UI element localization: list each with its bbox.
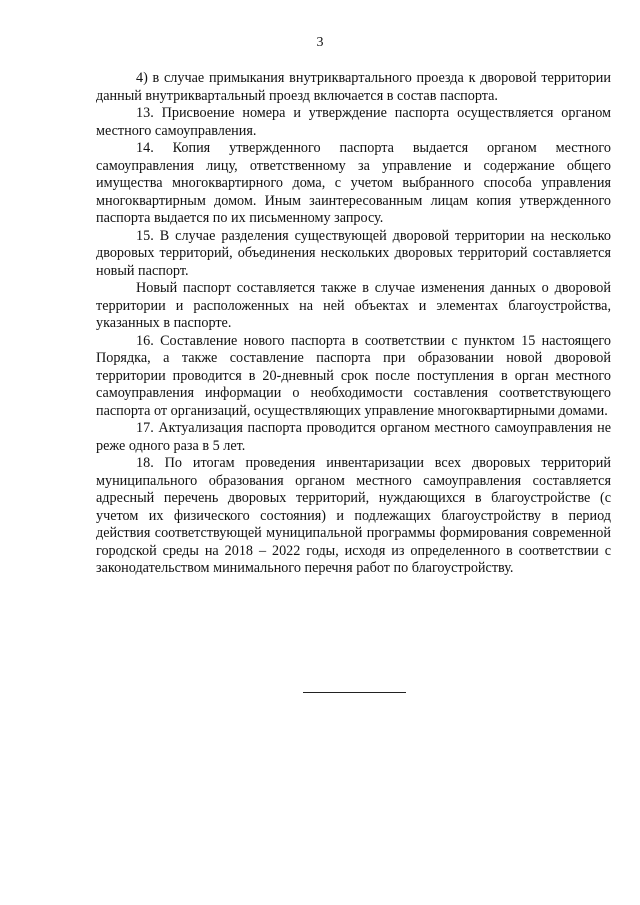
paragraph-13: 13. Присвоение номера и утверждение паспорта осуществляется органом местного самоуправления. (96, 105, 611, 139)
paragraph-14: 14. Копия утвержденного паспорта выдается органом местного самоуправления лицу, ответственному за управление и содержание общего имущества многоквартирного дома, с учетом выбранного способа управления многоквартирным домом. Иным заинтересованным лицам копия утвержденного паспорта выдается по их письменному запросу. (96, 140, 611, 226)
paragraph-15: 15. В случае разделения существующей дворовой территории на несколько дворовых территорий, объединения нескольких дворовых территорий составляется новый паспорт. (96, 227, 611, 279)
paragraph-16: 16. Составление нового паспорта в соответствии с пунктом 15 настоящего Порядка, а также составление паспорта при образовании новой дворовой территории проводится в 20-дневный срок после поступления в орган местного самоуправления информации о необходимости составления соответствующего паспорта от организаций, осуществляющих управление многоквартирными домами. (96, 332, 611, 419)
paragraph-17: 17. Актуализация паспорта проводится органом местного самоуправления не реже одного раза в 5 лет. (96, 420, 611, 454)
document-body (96, 70, 611, 578)
end-divider-line (303, 692, 406, 693)
paragraph-15-continued: Новый паспорт составляется также в случае изменения данных о дворовой территории и расположенных на ней объектах и элементах благоустройства, указанных в паспорте. (96, 280, 611, 331)
paragraph-item-4: 4) в случае примыкания внутриквартального проезда к дворовой территории данный внутриквартальный проезд включается в состав паспорта. (96, 70, 611, 104)
paragraph-18: 18. По итогам проведения инвентаризации всех дворовых территорий муниципального образования органом местного самоуправления составляется адресный перечень дворовых территорий, нуждающихся в благоустройстве (с учетом их физического состояния) и подлежащих благоустройству в период действия соответствующей муниципальной программы формирования современной городской среды на 2018 – 2022 годы, исходя из определенного в соответствии с законодательством минимального перечня работ по благоустройству. (96, 455, 611, 576)
page-number: 3 (316, 35, 324, 50)
